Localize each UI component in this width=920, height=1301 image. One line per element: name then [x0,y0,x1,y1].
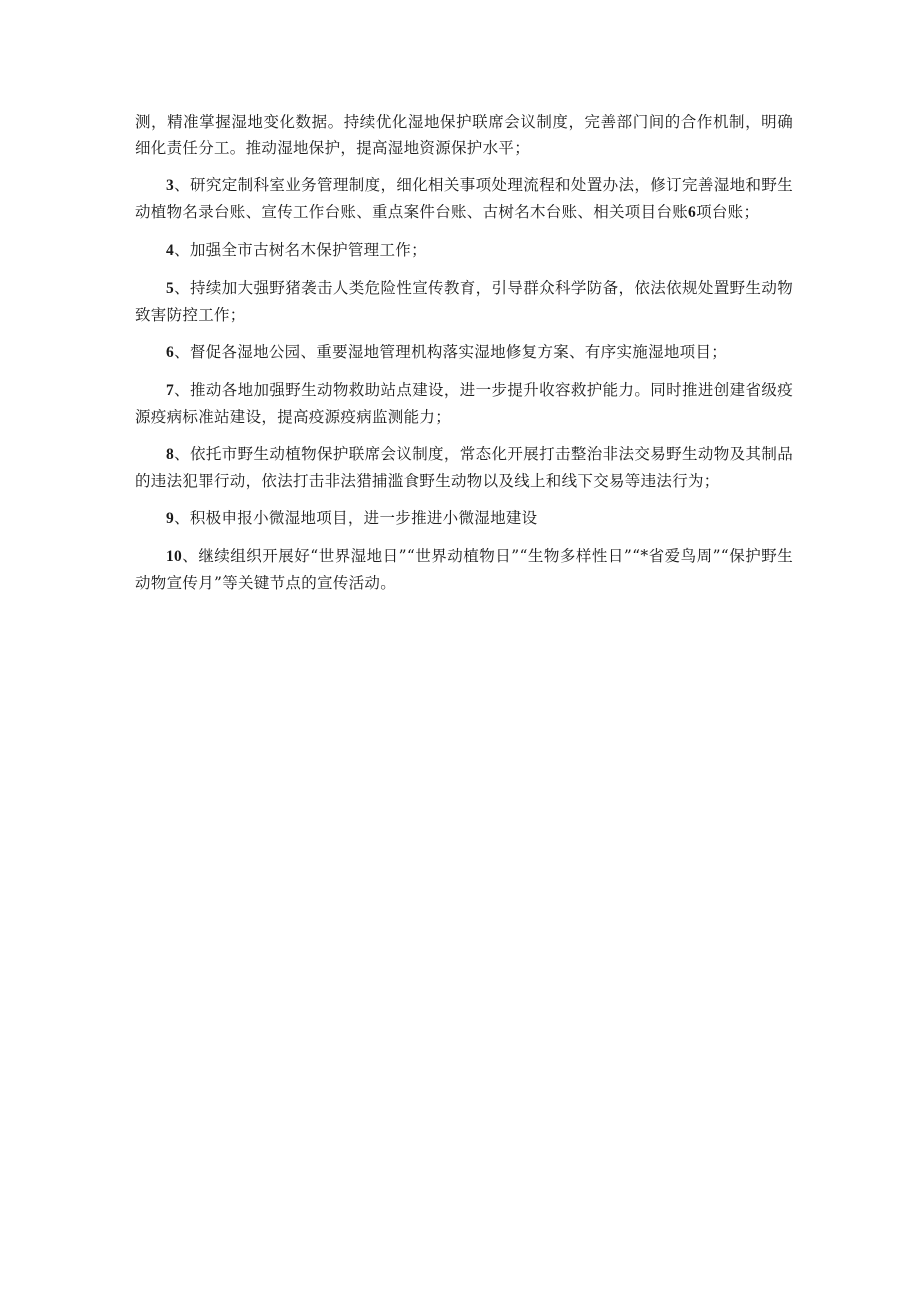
list-item-6 [135,339,793,366]
item-text: 研究定制科室业务管理制度，细化相关事项处理流程和处置办法，修订完善湿地和野生动植物名录台账、宣传工作台账、重点案件台账、古树名木台账、相关项目台账 [135,176,793,221]
item-number: 9 [166,510,175,527]
document-body [135,109,793,607]
list-item-10 [135,543,793,596]
item-text: 推动各地加强野生动物救助站点建设，进一步提升收容救护能力。同时推进创建省级疫源疫病标准站建设，提高疫源疫病监测能力； [135,381,793,426]
list-item-5 [135,275,793,328]
item-separator: 、 [174,381,191,399]
item-separator: 、 [182,547,199,565]
item-text-after: 项台账； [696,203,760,221]
item-text: 继续组织开展好“世界湿地日”“世界动植物日”“生物多样性日”“*省爱鸟周”“保护野生动物宣传月”等关键节点的宣传活动。 [135,547,793,592]
item-text: 持续加大强野猪袭击人类危险性宣传教育，引导群众科学防备，依法依规处置野生动物致害防控工作； [135,279,793,324]
paragraph-text: 测，精准掌握湿地变化数据。持续优化湿地保护联席会议制度，完善部门间的合作机制，明确细化责任分工。推动湿地保护，提高湿地资源保护水平； [135,113,793,157]
list-item-4 [135,237,793,264]
item-separator: 、 [174,279,191,297]
item-number: 7 [166,382,175,399]
list-item-9 [135,505,793,532]
item-separator: 、 [174,343,190,361]
item-number: 8 [166,446,175,463]
list-item-3 [135,172,793,226]
item-number: 4 [166,242,175,259]
list-item-7 [135,377,793,430]
item-separator: 、 [174,509,190,527]
item-text: 积极申报小微湿地项目，进一步推进小微湿地建设 [189,509,538,527]
item-bold-number: 6 [688,204,697,221]
item-separator: 、 [174,445,191,463]
item-separator: 、 [174,241,190,259]
item-number: 10 [166,548,183,565]
item-number: 5 [166,280,175,297]
item-separator: 、 [174,176,191,194]
item-text: 依托市野生动植物保护联席会议制度，常态化开展打击整治非法交易野生动物及其制品的违法犯罪行动，依法打击非法猎捕滥食野生动物以及线上和线下交易等违法行为； [135,445,793,490]
continuation-paragraph [135,109,793,161]
item-text: 加强全市古树名木保护管理工作； [189,241,427,259]
item-number: 6 [166,344,175,361]
list-item-8 [135,441,793,494]
item-number: 3 [166,177,175,194]
item-text: 督促各湿地公园、重要湿地管理机构落实湿地修复方案、有序实施湿地项目； [189,343,728,361]
